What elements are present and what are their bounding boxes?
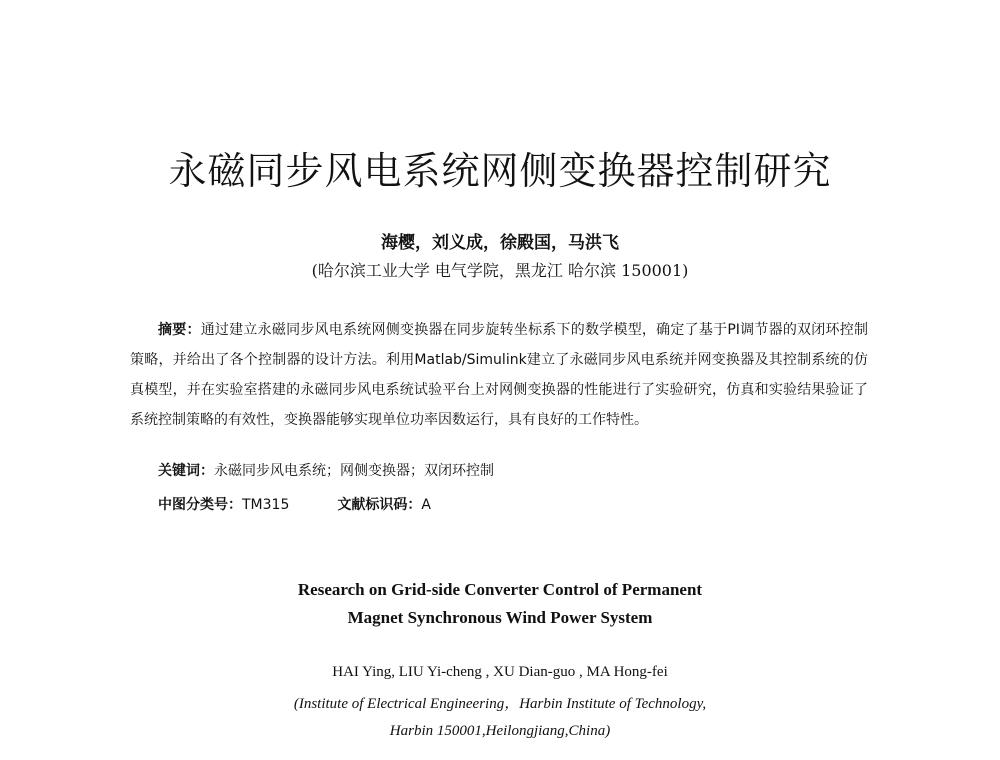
title-en-line-2: Magnet Synchronous Wind Power System — [347, 608, 653, 627]
class-value: TM315 — [242, 497, 290, 513]
classification-line — [158, 494, 858, 514]
abstract-text: 通过建立永磁同步风电系统网侧变换器在同步旋转坐标系下的数学模型，确定了基于PI调节器的双闭环控制策略，并给出了各个控制器的设计方法。利用Matlab/Simulink建立了永磁同步风电系统并网变换器及其控制系统的仿真模型，并在实验室搭建的永磁同步风电系统试验平台上对网侧变换器的性能进行了实验研究，仿真和实验结果验证了系统控制策略的有效性，变换器能够实现单位功率因数运行，具有良好的工作特性。 — [130, 322, 868, 428]
class-label: 中图分类号： — [158, 497, 242, 513]
affiliation-en-line-1: (Institute of Electrical Engineering，Harbin Institute of Technology, — [293, 696, 707, 712]
affiliation-en-line-2: Harbin 150001,Heilongjiang,China) — [389, 723, 611, 739]
keywords-line — [158, 460, 858, 480]
affiliation-cn: (哈尔滨工业大学 电气学院，黑龙江 哈尔滨 150001) — [311, 261, 689, 280]
authors-cn: 海樱，刘义成，徐殿国，马洪飞 — [381, 233, 619, 253]
authors-en: HAI Ying, LIU Yi-cheng , XU Dian-guo , MA Hong-fei — [332, 664, 668, 680]
doc-code-label: 文献标识码： — [337, 497, 422, 513]
keywords-label: 关键词： — [158, 463, 214, 479]
paper-title-cn: 永磁同步风电系统网侧变换器控制研究 — [168, 149, 832, 193]
doc-code-value: A — [421, 497, 431, 513]
affiliation-en — [0, 691, 1000, 745]
abstract-label: 摘要： — [158, 322, 201, 338]
title-en-line-1: Research on Grid-side Converter Control of Permanent — [297, 580, 703, 599]
abstract-cn — [130, 315, 868, 435]
paper-title-en — [0, 576, 1000, 632]
keywords-text: 永磁同步风电系统；网侧变换器；双闭环控制 — [214, 463, 494, 479]
